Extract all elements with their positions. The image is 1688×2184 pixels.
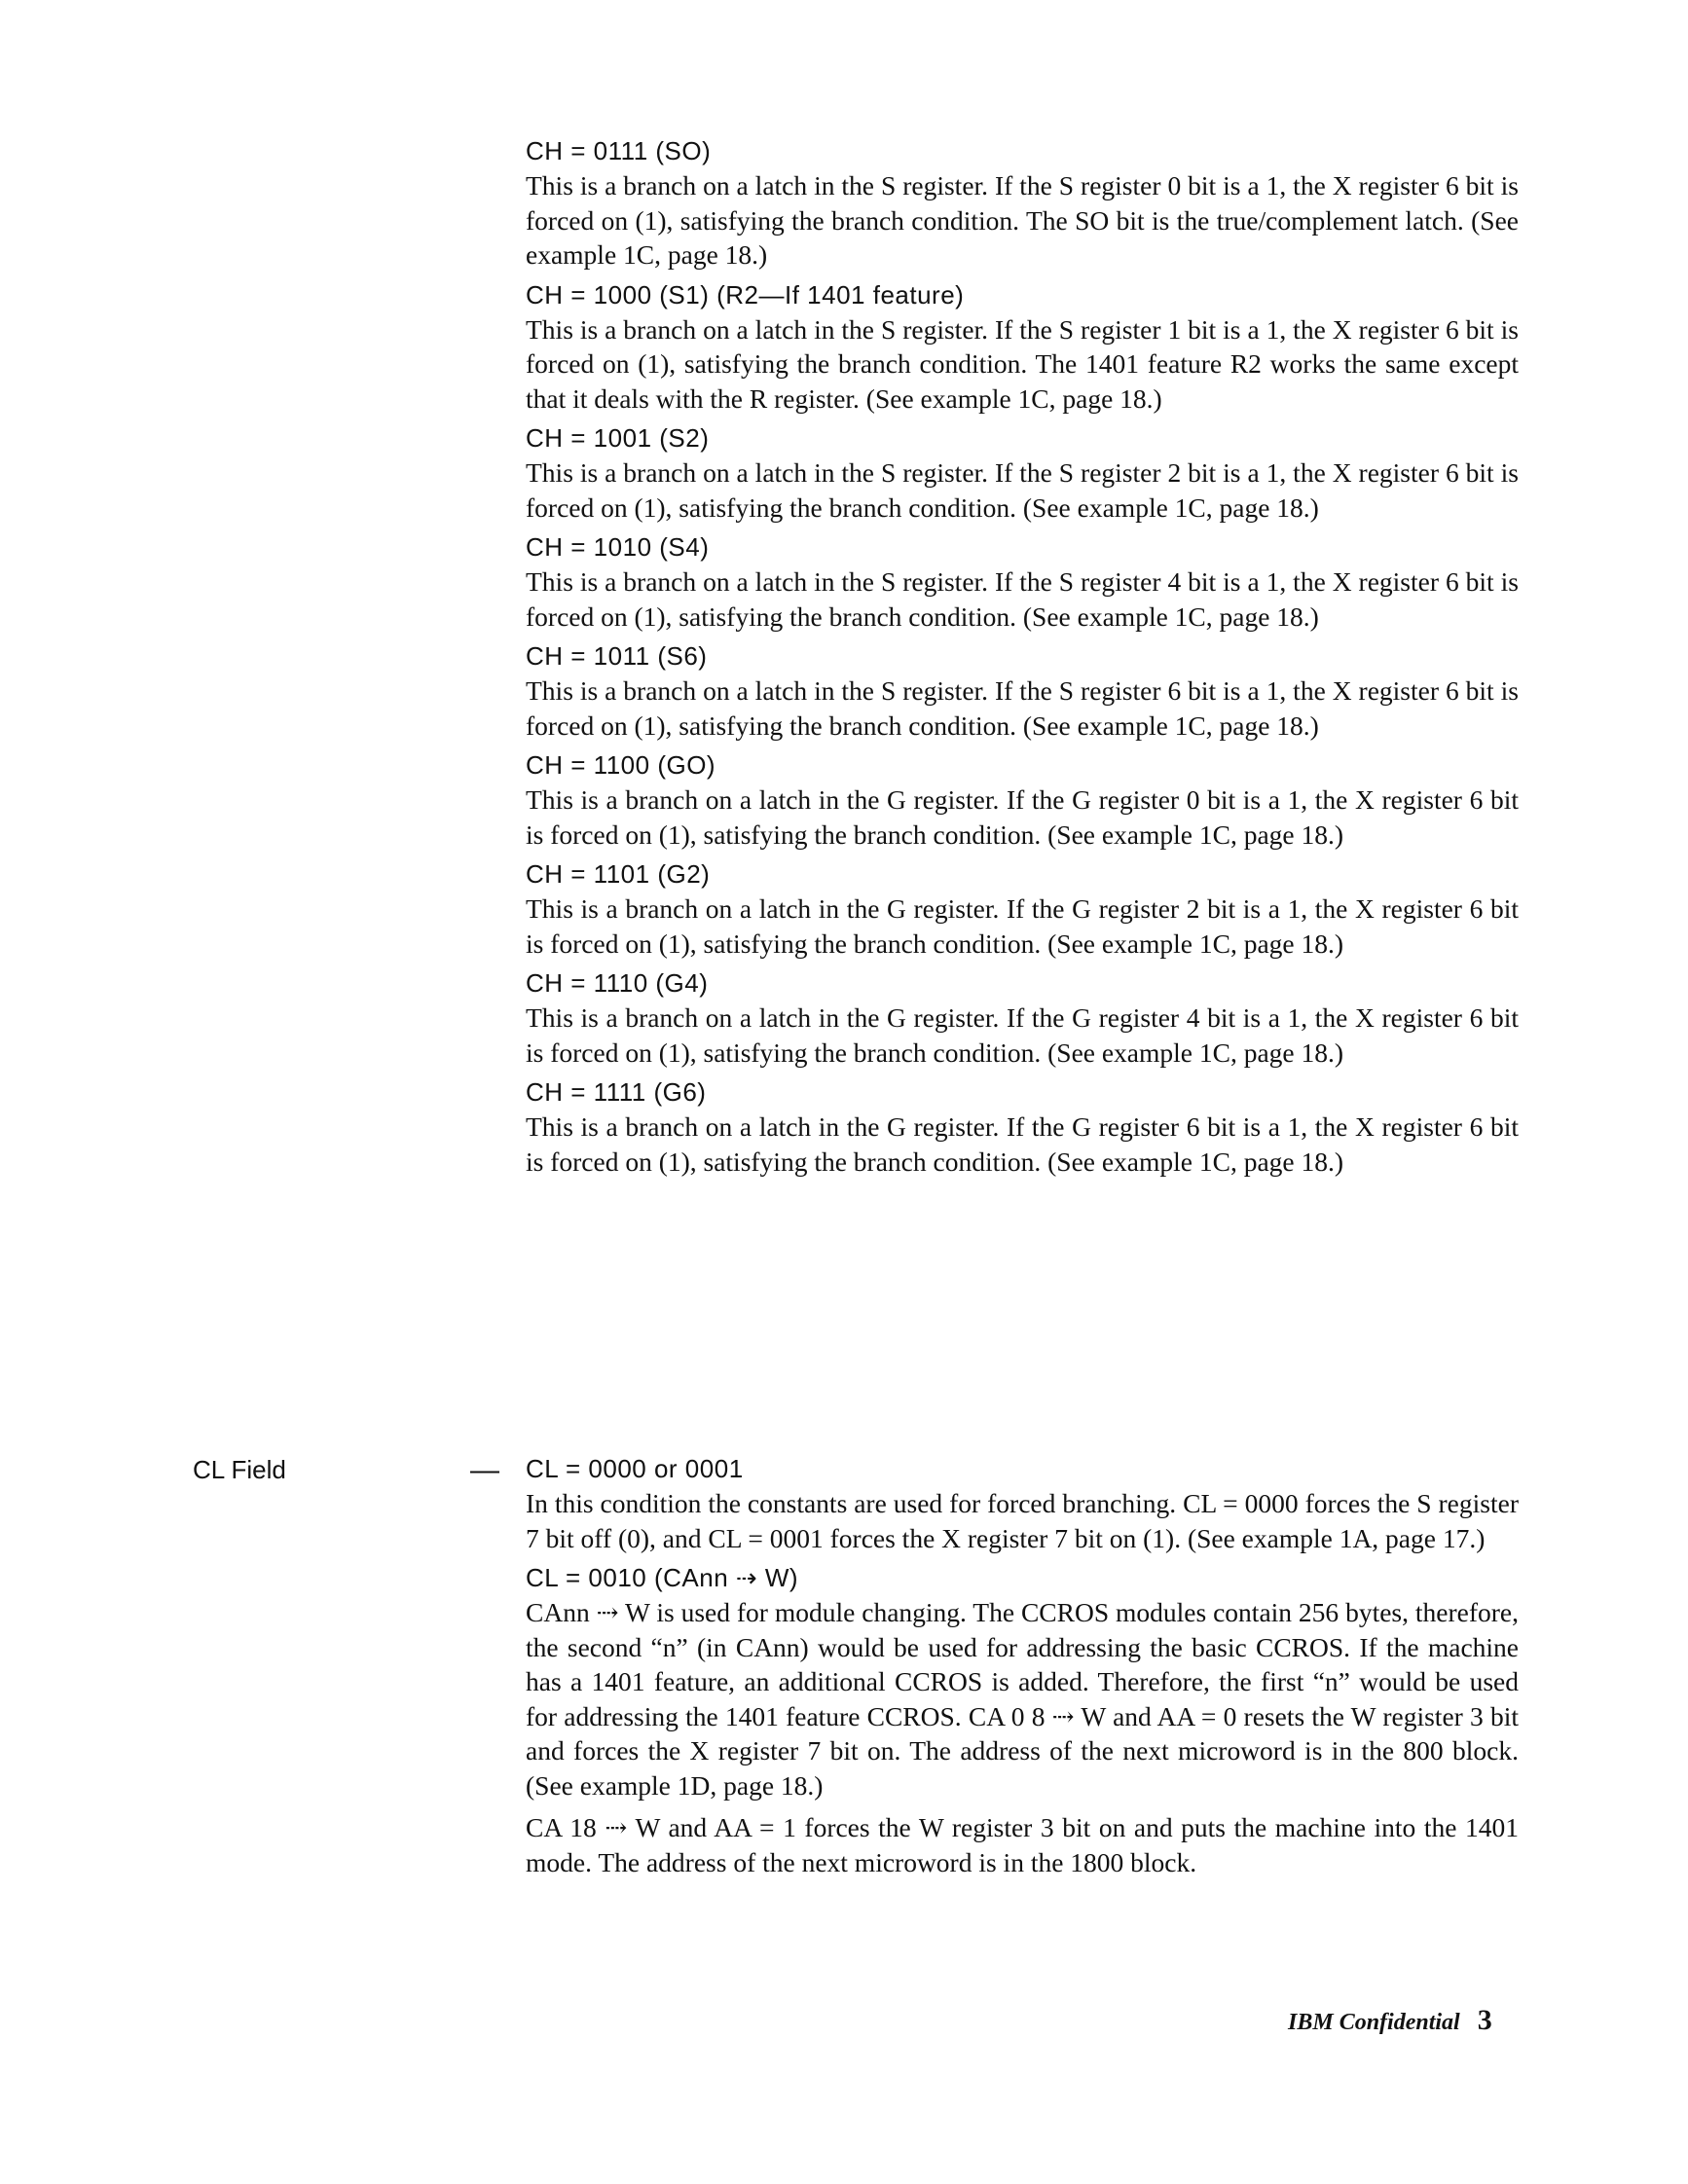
ch-field-entries (526, 134, 1519, 1184)
ch-code: CH = 1100 (GO) (526, 750, 716, 780)
cl-code: CL = 0010 (CAnn ⇢ W) (526, 1563, 799, 1592)
ch-code: CH = 1011 (S6) (526, 641, 708, 671)
ch-description: This is a branch on a latch in the G register. If the G register 0 bit is a 1, the X register 6 bit is forced on (1), satisfying the branch condition. (See example 1C, page 18.) (526, 784, 1519, 850)
page-number: 3 (1477, 2004, 1492, 2036)
cl-entry-module-change (526, 1561, 1519, 1879)
confidential-mark: IBM Confidential (1288, 2010, 1460, 2035)
ch-entry-g6 (526, 1075, 1519, 1179)
ch-description: This is a branch on a latch in the G register. If the G register 2 bit is a 1, the X register 6 bit is forced on (1), satisfying the branch condition. (See example 1C, page 18.) (526, 893, 1519, 959)
ch-entry-so (526, 134, 1519, 273)
ch-entry-go (526, 748, 1519, 852)
ch-code: CH = 1111 (G6) (526, 1077, 707, 1107)
cl-description: CAnn ⇢ W is used for module changing. The CCROS modules contain 256 bytes, therefore, the second “n” (in CAnn) would be used for addressing the basic CCROS. If the machine has a 1401 feature, an additional CCROS is added. Therefore, the first “n” would be used for addressing the 1401 feature CCROS. CA 0 8 ⇢ W and AA = 0 resets the W register 3 bit and forces the X register 7 bit on. The address of the next microword is in the 800 block. (See example 1D, page 18.) (526, 1597, 1519, 1801)
ch-code: CH = 0111 (SO) (526, 136, 712, 165)
ch-code: CH = 1110 (G4) (526, 968, 709, 998)
cl-entry-forced-branch (526, 1452, 1519, 1555)
ch-entry-s2 (526, 421, 1519, 525)
ch-description: This is a branch on a latch in the G register. If the G register 6 bit is a 1, the X register 6 bit is forced on (1), satisfying the branch condition. (See example 1C, page 18.) (526, 1111, 1519, 1177)
ch-entry-g4 (526, 966, 1519, 1070)
ch-description: This is a branch on a latch in the S register. If the S register 0 bit is a 1, the X register 6 bit is forced on (1), satisfying the branch condition. The SO bit is the true/complement latch. (See example 1C, page 18.) (526, 170, 1519, 270)
ch-entry-s1 (526, 278, 1519, 417)
ch-description: This is a branch on a latch in the S register. If the S register 1 bit is a 1, the X register 6 bit is forced on (1), satisfying the branch condition. The 1401 feature R2 works the same except that it deals with the R register. (See example 1C, page 18.) (526, 313, 1519, 414)
ch-code: CH = 1000 (S1) (R2—If 1401 feature) (526, 279, 965, 309)
cl-field-dash: — (470, 1454, 499, 1486)
cl-field-entries (526, 1452, 1519, 1885)
ch-entry-s6 (526, 639, 1519, 743)
cl-code: CL = 0000 or 0001 (526, 1454, 744, 1483)
ch-entry-g2 (526, 857, 1519, 961)
cl-description-1401: CA 18 ⇢ W and AA = 1 forces the W register 3 bit on and puts the machine into the 1401 mode. The address of the next microword is in the 1800 block. (526, 1812, 1519, 1877)
cl-field-label: CL Field (193, 1455, 286, 1484)
ch-description: This is a branch on a latch in the S register. If the S register 4 bit is a 1, the X register 6 bit is forced on (1), satisfying the branch condition. (See example 1C, page 18.) (526, 566, 1519, 632)
ch-code: CH = 1101 (G2) (526, 859, 711, 889)
ch-entry-s4 (526, 530, 1519, 634)
cl-description: In this condition the constants are used for forced branching. CL = 0000 forces the S register 7 bit off (0), and CL = 0001 forces the X register 7 bit on (1). (See example 1A, page 17.) (526, 1488, 1519, 1553)
ch-description: This is a branch on a latch in the S register. If the S register 6 bit is a 1, the X register 6 bit is forced on (1), satisfying the branch condition. (See example 1C, page 18.) (526, 675, 1519, 741)
page-footer (1288, 2003, 1492, 2040)
ch-description: This is a branch on a latch in the G register. If the G register 4 bit is a 1, the X register 6 bit is forced on (1), satisfying the branch condition. (See example 1C, page 18.) (526, 1002, 1519, 1068)
ch-description: This is a branch on a latch in the S register. If the S register 2 bit is a 1, the X register 6 bit is forced on (1), satisfying the branch condition. (See example 1C, page 18.) (526, 457, 1519, 523)
ch-code: CH = 1010 (S4) (526, 532, 710, 562)
ch-code: CH = 1001 (S2) (526, 423, 710, 453)
